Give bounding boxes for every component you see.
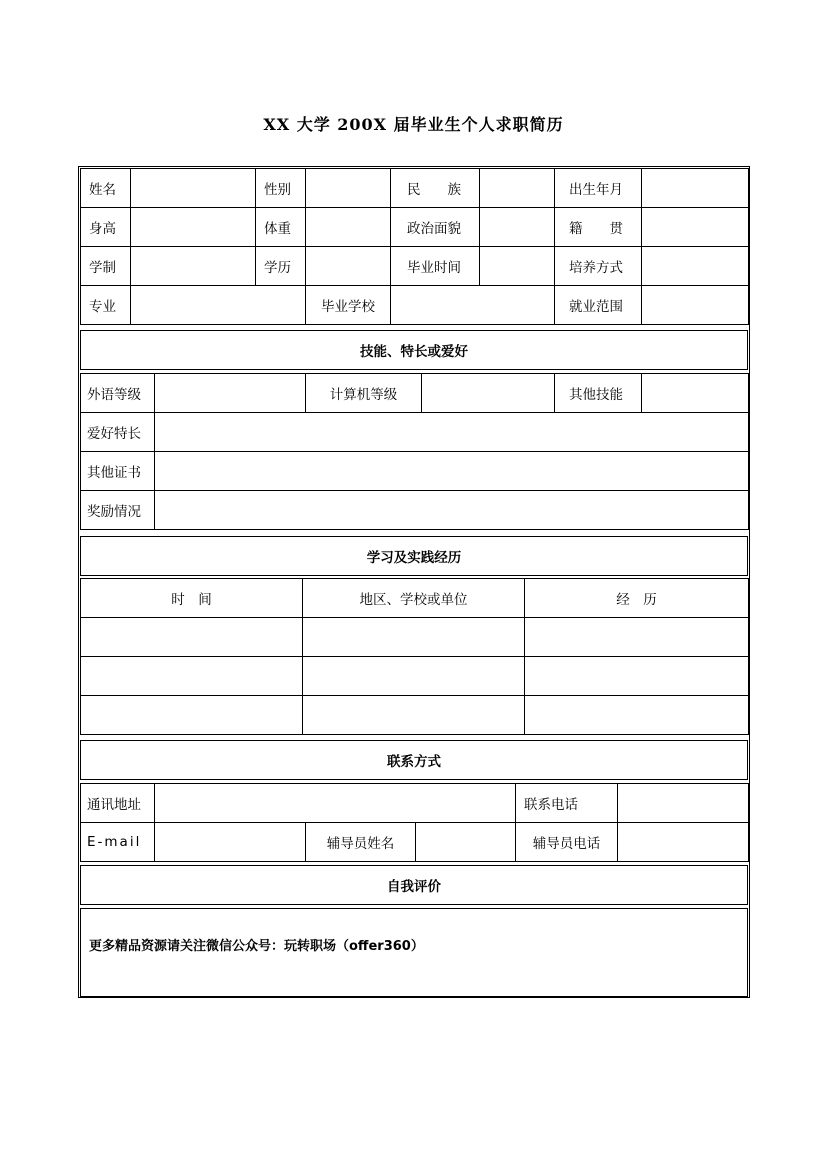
skills-section-header: 技能、特长或爱好 [81, 331, 748, 370]
table-row [81, 208, 749, 247]
self-eval-field[interactable] [81, 909, 748, 997]
organization-cell[interactable] [303, 618, 525, 657]
counselor-phone-field[interactable] [618, 823, 749, 862]
contact-header-table [80, 740, 748, 780]
table-row [81, 374, 749, 413]
organization-column-header: 地区、学校或单位 [303, 579, 525, 618]
phone-field[interactable] [618, 784, 749, 823]
resume-form [78, 166, 750, 998]
language-level-field[interactable] [155, 374, 306, 413]
birth-date-field[interactable] [642, 169, 749, 208]
experience-section-header: 学习及实践经历 [81, 537, 748, 576]
name-field[interactable] [131, 169, 256, 208]
self-eval-section-header: 自我评价 [81, 866, 748, 905]
awards-field[interactable] [155, 491, 749, 530]
email-label: E-mail [81, 823, 155, 862]
contact-section-header: 联系方式 [81, 741, 748, 780]
experience-table [80, 578, 749, 735]
skills-header-table [80, 330, 748, 370]
major-label: 专业 [81, 286, 131, 325]
phone-label: 联系电话 [516, 784, 618, 823]
basic-info-table [80, 168, 749, 325]
computer-level-label: 计算机等级 [306, 374, 422, 413]
table-row [81, 784, 749, 823]
self-eval-header-table [80, 865, 748, 905]
employment-scope-label: 就业范围 [555, 286, 642, 325]
experience-header-table [80, 536, 748, 576]
organization-cell[interactable] [303, 657, 525, 696]
employment-scope-field[interactable] [642, 286, 749, 325]
address-field[interactable] [155, 784, 516, 823]
email-field[interactable] [155, 823, 306, 862]
certificates-field[interactable] [155, 452, 749, 491]
table-row [81, 823, 749, 862]
gender-field[interactable] [306, 169, 391, 208]
time-column-header: 时 间 [81, 579, 303, 618]
table-row [81, 452, 749, 491]
experience-cell[interactable] [525, 657, 749, 696]
certificates-label: 其他证书 [81, 452, 155, 491]
hobbies-field[interactable] [155, 413, 749, 452]
political-status-field[interactable] [480, 208, 555, 247]
birth-date-label: 出生年月 [555, 169, 642, 208]
program-length-label: 学制 [81, 247, 131, 286]
hobbies-label: 爱好特长 [81, 413, 155, 452]
counselor-phone-label: 辅导员电话 [516, 823, 618, 862]
contact-table [80, 783, 749, 862]
major-field[interactable] [131, 286, 306, 325]
address-label: 通讯地址 [81, 784, 155, 823]
experience-column-header: 经 历 [525, 579, 749, 618]
experience-cell[interactable] [525, 618, 749, 657]
political-status-label: 政治面貌 [391, 208, 480, 247]
weight-label: 体重 [256, 208, 306, 247]
program-length-field[interactable] [131, 247, 256, 286]
language-level-label: 外语等级 [81, 374, 155, 413]
experience-cell[interactable] [525, 696, 749, 735]
gender-label: 性别 [256, 169, 306, 208]
table-row [81, 696, 749, 735]
training-mode-label: 培养方式 [555, 247, 642, 286]
time-cell[interactable] [81, 657, 303, 696]
table-row [81, 413, 749, 452]
organization-cell[interactable] [303, 696, 525, 735]
time-cell[interactable] [81, 618, 303, 657]
page-title: XX 大学 200X 届毕业生个人求职简历 [263, 115, 564, 134]
table-row [81, 657, 749, 696]
table-row [81, 286, 749, 325]
training-mode-field[interactable] [642, 247, 749, 286]
self-eval-table [80, 908, 748, 997]
school-field[interactable] [391, 286, 555, 325]
table-row [81, 169, 749, 208]
weight-field[interactable] [306, 208, 391, 247]
native-place-label: 籍 贯 [555, 208, 642, 247]
counselor-name-label: 辅导员姓名 [306, 823, 416, 862]
time-cell[interactable] [81, 696, 303, 735]
promo-note: 更多精品资源请关注微信公众号：玩转职场（offer360） [89, 939, 424, 954]
other-skills-field[interactable] [642, 374, 749, 413]
height-field[interactable] [131, 208, 256, 247]
school-label: 毕业学校 [306, 286, 391, 325]
table-row [81, 247, 749, 286]
height-label: 身高 [81, 208, 131, 247]
computer-level-field[interactable] [422, 374, 555, 413]
skills-table [80, 373, 749, 530]
name-label: 姓名 [81, 169, 131, 208]
graduation-date-field[interactable] [480, 247, 555, 286]
table-row [81, 491, 749, 530]
other-skills-label: 其他技能 [555, 374, 642, 413]
ethnicity-field[interactable] [480, 169, 555, 208]
native-place-field[interactable] [642, 208, 749, 247]
graduation-date-label: 毕业时间 [391, 247, 480, 286]
degree-field[interactable] [306, 247, 391, 286]
counselor-name-field[interactable] [416, 823, 516, 862]
table-row [81, 618, 749, 657]
awards-label: 奖励情况 [81, 491, 155, 530]
table-row [81, 579, 749, 618]
degree-label: 学历 [256, 247, 306, 286]
ethnicity-label: 民 族 [391, 169, 480, 208]
